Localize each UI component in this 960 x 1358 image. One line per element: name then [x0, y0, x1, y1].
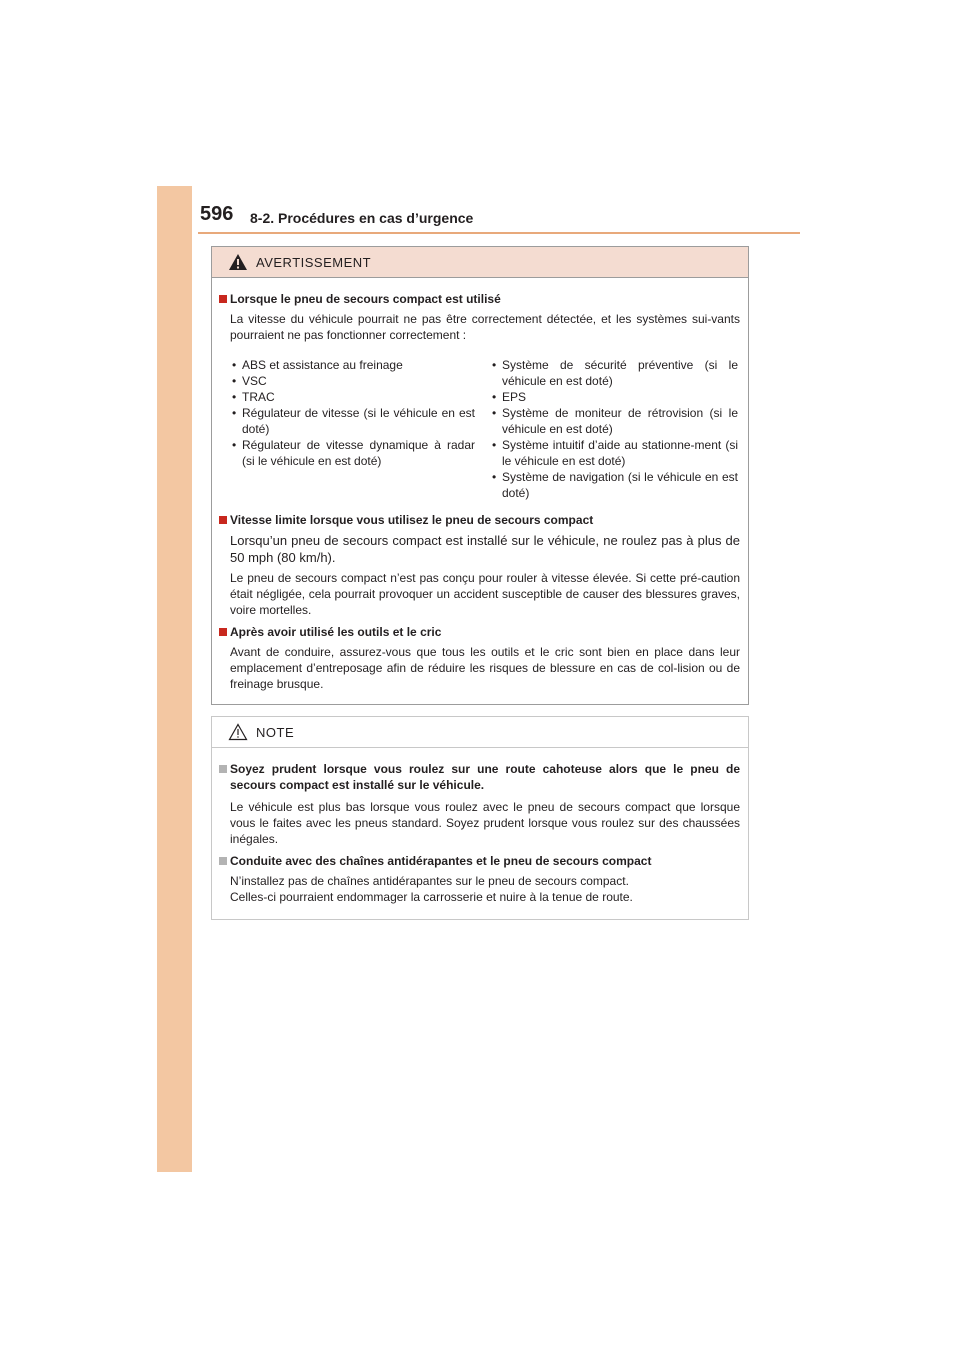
system-list-right: [490, 357, 738, 501]
side-color-band: [157, 186, 192, 1172]
list-item: • VSC: [232, 374, 267, 388]
caution-triangle-icon: [228, 723, 248, 741]
note-item-text: Le véhicule est plus bas lorsque vous roulez avec le pneu de secours compact que lorsque vous le faites avec les pneus standard. Soyez prudent lorsque vous roulez sur des chaussées inégales.: [230, 800, 740, 846]
warning-item-text: Lorsqu’un pneu de secours compact est installé sur le véhicule, ne roulez pas à plus de 50 mph (80 km/h).: [230, 533, 740, 565]
square-bullet-icon: [219, 628, 227, 636]
list-item: • Régulateur de vitesse (si le véhicule en est doté): [232, 406, 475, 436]
note-item-heading: Soyez prudent lorsque vous roulez sur une route cahoteuse alors que le pneu de secours compact est installé sur le véhicule.: [218, 761, 740, 793]
warning-item-text: Le pneu de secours compact n’est pas conçu pour rouler à vitesse élevée. Si cette pré-caution était négligée, cela pourrait provoquer un accident susceptible de causer des blessures graves, voire mortelles.: [230, 571, 740, 617]
warning-title: AVERTISSEMENT: [256, 255, 372, 270]
warning-triangle-icon: [228, 253, 248, 271]
list-item: • Système de sécurité préventive (si le véhicule en est doté): [492, 358, 738, 388]
warning-content: [218, 291, 740, 692]
square-bullet-icon: [219, 295, 227, 303]
warning-header: [212, 247, 748, 278]
square-bullet-icon: [219, 516, 227, 524]
note-item-text: N’installez pas de chaînes antidérapantes sur le pneu de secours compact.: [230, 874, 629, 888]
warning-item-heading: Vitesse limite lorsque vous utilisez le pneu de secours compact: [218, 512, 740, 528]
note-item-text: Celles-ci pourraient endommager la carrosserie et nuire à la tenue de route.: [230, 890, 633, 904]
note-title: NOTE: [256, 725, 295, 740]
warning-item-heading: Après avoir utilisé les outils et le cric: [218, 624, 740, 640]
list-item: • Système de moniteur de rétrovision (si le véhicule en est doté): [492, 406, 738, 436]
note-box: [211, 716, 749, 920]
list-item: • TRAC: [232, 390, 275, 404]
warning-item-text: Avant de conduire, assurez-vous que tous les outils et le cric sont bien en place dans leur emplacement d’entreposage afin de réduire les risques de blessure en cas de col-lision ou de freinage brusque.: [230, 645, 740, 691]
list-item: • Système de navigation (si le véhicule en est doté): [492, 470, 738, 500]
note-content: [218, 761, 740, 905]
list-item: • Régulateur de vitesse dynamique à radar (si le véhicule en est doté): [232, 438, 475, 468]
page-header: [198, 200, 800, 236]
system-list-left: [230, 357, 475, 469]
warning-item-text: La vitesse du véhicule pourrait ne pas être correctement détectée, et les systèmes sui-vants pourraient ne pas fonctionner correctement :: [230, 312, 740, 342]
note-header: [212, 717, 748, 748]
list-item: • EPS: [492, 390, 527, 404]
square-bullet-icon: [219, 765, 227, 773]
warning-item-heading: Lorsque le pneu de secours compact est utilisé: [218, 291, 740, 307]
header-rule: [198, 232, 800, 234]
square-bullet-icon: [219, 857, 227, 865]
list-item: • ABS et assistance au freinage: [232, 358, 403, 372]
note-item-heading: Conduite avec des chaînes antidérapantes et le pneu de secours compact: [218, 853, 740, 869]
page-number: 596: [200, 203, 234, 225]
list-item: • Système intuitif d’aide au stationne-ment (si le véhicule en est doté): [492, 438, 738, 468]
system-lists: [218, 357, 740, 502]
warning-box: [211, 246, 749, 705]
section-title: 8-2. Procédures en cas d’urgence: [250, 210, 474, 226]
